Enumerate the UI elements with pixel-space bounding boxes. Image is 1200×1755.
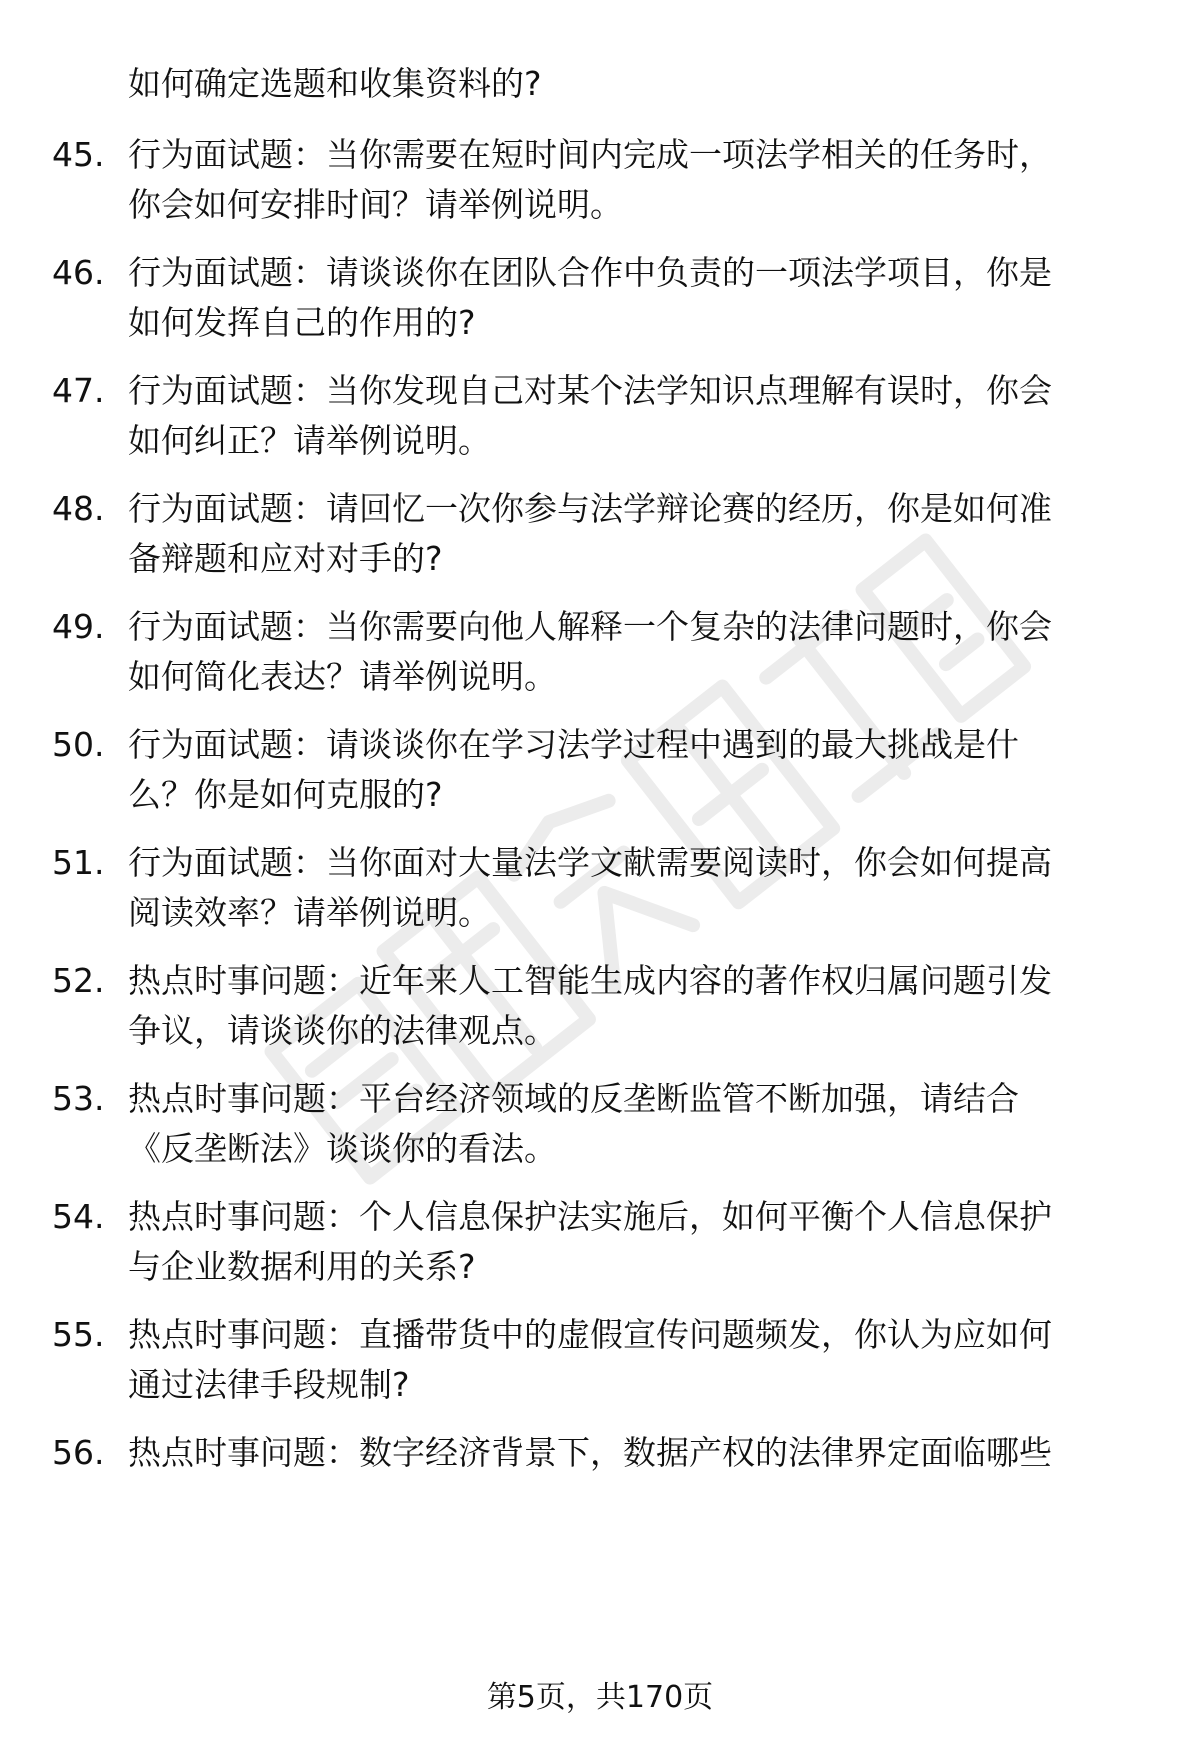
question-item <box>0 1309 1200 1419</box>
page-footer: 第5页，共170页 <box>486 1680 714 1715</box>
question-item <box>0 129 1200 239</box>
question-item <box>0 1191 1200 1301</box>
question-text-line: 如何纠正？请举例说明。 <box>128 421 491 460</box>
question-text-line: 如何发挥自己的作用的? <box>128 303 476 342</box>
question-text-line: 争议，请谈谈你的法律观点。 <box>128 1011 557 1050</box>
question-number: 46. <box>52 253 105 292</box>
question-text-line: 你会如何安排时间？请举例说明。 <box>128 185 623 224</box>
question-text-line: 热点时事问题：近年来人工智能生成内容的著作权归属问题引发 <box>128 961 1052 1000</box>
question-item <box>0 247 1200 357</box>
question-number: 50. <box>52 725 105 764</box>
question-item <box>0 365 1200 475</box>
question-number: 45. <box>52 135 105 174</box>
question-number: 55. <box>52 1315 105 1354</box>
question-text-line: 热点时事问题：数字经济背景下，数据产权的法律界定面临哪些 <box>128 1433 1052 1472</box>
question-text-line: 《反垄断法》谈谈你的看法。 <box>128 1129 557 1168</box>
question-text-line: 如何简化表达？请举例说明。 <box>128 657 557 696</box>
question-text-line: 热点时事问题：直播带货中的虚假宣传问题频发，你认为应如何 <box>128 1315 1052 1354</box>
question-item <box>0 1073 1200 1183</box>
question-number: 52. <box>52 961 105 1000</box>
question-item <box>0 955 1200 1065</box>
question-number: 53. <box>52 1079 105 1118</box>
question-text-line: 么？你是如何克服的? <box>128 775 443 814</box>
question-item <box>0 483 1200 593</box>
question-text-line: 行为面试题：当你需要在短时间内完成一项法学相关的任务时， <box>128 135 1052 174</box>
question-number: 51. <box>52 843 105 882</box>
question-text-line: 备辩题和应对对手的? <box>128 539 443 578</box>
question-text-line: 与企业数据利用的关系? <box>128 1247 476 1286</box>
question-text-line: 行为面试题：请回忆一次你参与法学辩论赛的经历，你是如何准 <box>128 489 1052 528</box>
question-number: 54. <box>52 1197 105 1236</box>
question-item <box>0 1427 1200 1537</box>
question-text-line: 热点时事问题：个人信息保护法实施后，如何平衡个人信息保护 <box>128 1197 1052 1236</box>
question-number: 49. <box>52 607 105 646</box>
continuation-line: 如何确定选题和收集资料的? <box>128 64 542 103</box>
question-text-line: 行为面试题：当你发现自己对某个法学知识点理解有误时，你会 <box>128 371 1052 410</box>
question-text-line: 行为面试题：当你需要向他人解释一个复杂的法律问题时，你会 <box>128 607 1052 646</box>
question-item <box>0 719 1200 829</box>
question-item <box>0 837 1200 947</box>
question-text-line: 阅读效率？请举例说明。 <box>128 893 491 932</box>
question-text-line: 行为面试题：当你面对大量法学文献需要阅读时，你会如何提高 <box>128 843 1052 882</box>
question-number: 48. <box>52 489 105 528</box>
question-number: 56. <box>52 1433 105 1472</box>
question-number: 47. <box>52 371 105 410</box>
question-text-line: 行为面试题：请谈谈你在团队合作中负责的一项法学项目，你是 <box>128 253 1052 292</box>
question-text-line: 行为面试题：请谈谈你在学习法学过程中遇到的最大挑战是什 <box>128 725 1019 764</box>
question-item <box>0 601 1200 711</box>
question-text-line: 热点时事问题：平台经济领域的反垄断监管不断加强，请结合 <box>128 1079 1019 1118</box>
question-text-line: 通过法律手段规制? <box>128 1365 410 1404</box>
